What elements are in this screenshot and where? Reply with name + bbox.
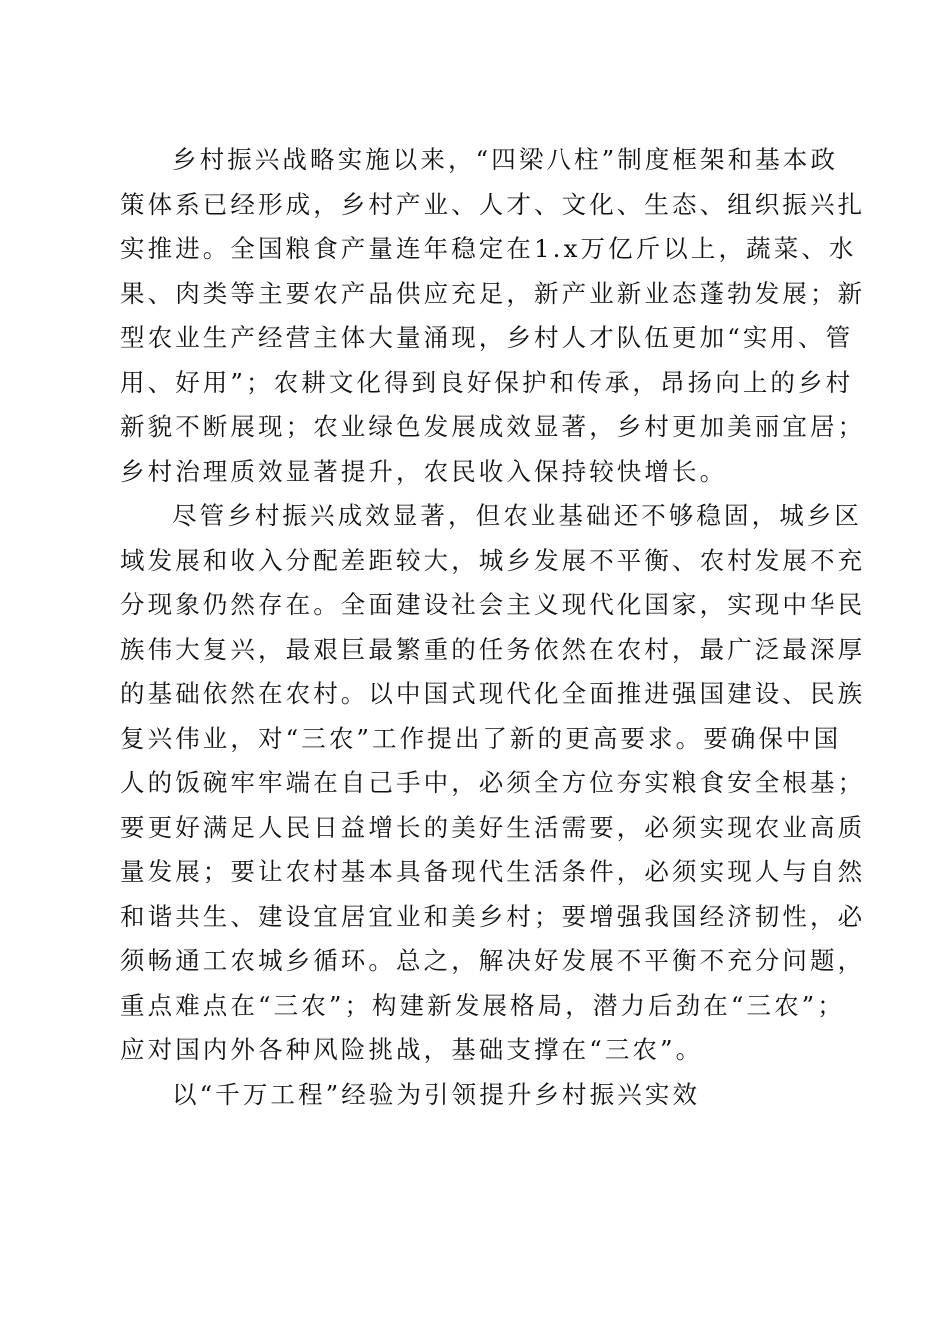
text-line: 果、肉类等主要农产品供应充足，新产业新业态蓬勃发展；新 — [120, 278, 866, 308]
section-heading — [120, 1073, 836, 1118]
text-line: 乡村振兴战略实施以来，“四梁八柱”制度框架和基本政 — [172, 145, 839, 174]
text-line: 域发展和收入分配差距较大，城乡发展不平衡、农村发展不充 — [120, 545, 866, 575]
text-line: 的基础依然在农村。以中国式现代化全面推进强国建设、民族 — [120, 679, 866, 708]
text-line: 人的饭碗牢牢端在自己手中，必须全方位夯实粮食安全根基； — [120, 768, 866, 797]
text-line: 分现象仍然存在。全面建设社会主义现代化国家，实现中华民 — [120, 590, 866, 619]
text-line: 应对国内外各种风险挑战，基础支撑在“三农”。 — [120, 1035, 704, 1064]
text-line: 量发展；要让农村基本具备现代生活条件，必须实现人与自然 — [120, 857, 866, 886]
text-line: 新貌不断展现；农业绿色发展成效显著，乡村更加美丽宜居； — [120, 412, 866, 441]
text-line: 用、好用”；农耕文化得到良好保护和传承，昂扬向上的乡村 — [120, 367, 854, 397]
text-line: 以“千万工程”经验为引领提升乡村振兴实效 — [172, 1079, 701, 1109]
document-body — [120, 138, 866, 1117]
text-line: 尽管乡村振兴成效显著，但农业基础还不够稳固，城乡区 — [172, 501, 862, 530]
text-line: 复兴伟业，对“三农”工作提出了新的更高要求。要确保中国 — [120, 723, 842, 753]
text-line: 族伟大复兴，最艰巨最繁重的任务依然在农村，最广泛最深厚 — [120, 634, 866, 664]
text-line: 须畅通工农城乡循环。总之，解决好发展不平衡不充分问题， — [120, 946, 866, 975]
text-line: 乡村治理质效显著提升，农民收入保持较快增长。 — [120, 456, 728, 486]
text-line: 和谐共生、建设宜居宜业和美乡村；要增强我国经济韧性，必 — [120, 901, 866, 931]
text-line: 重点难点在“三农”；构建新发展格局，潜力后劲在“三农”； — [120, 990, 845, 1020]
text-line: 实推进。全国粮食产量连年稳定在1.x万亿斤以上，蔬菜、水 — [120, 234, 857, 263]
paragraph — [120, 138, 866, 494]
text-line: 策体系已经形成，乡村产业、人才、文化、生态、组织振兴扎 — [120, 189, 866, 219]
text-line: 要更好满足人民日益增长的美好生活需要，必须实现农业高质 — [120, 812, 866, 842]
text-line: 型农业生产经营主体大量涌现，乡村人才队伍更加“实用、管 — [120, 323, 854, 352]
paragraph — [120, 494, 866, 1073]
